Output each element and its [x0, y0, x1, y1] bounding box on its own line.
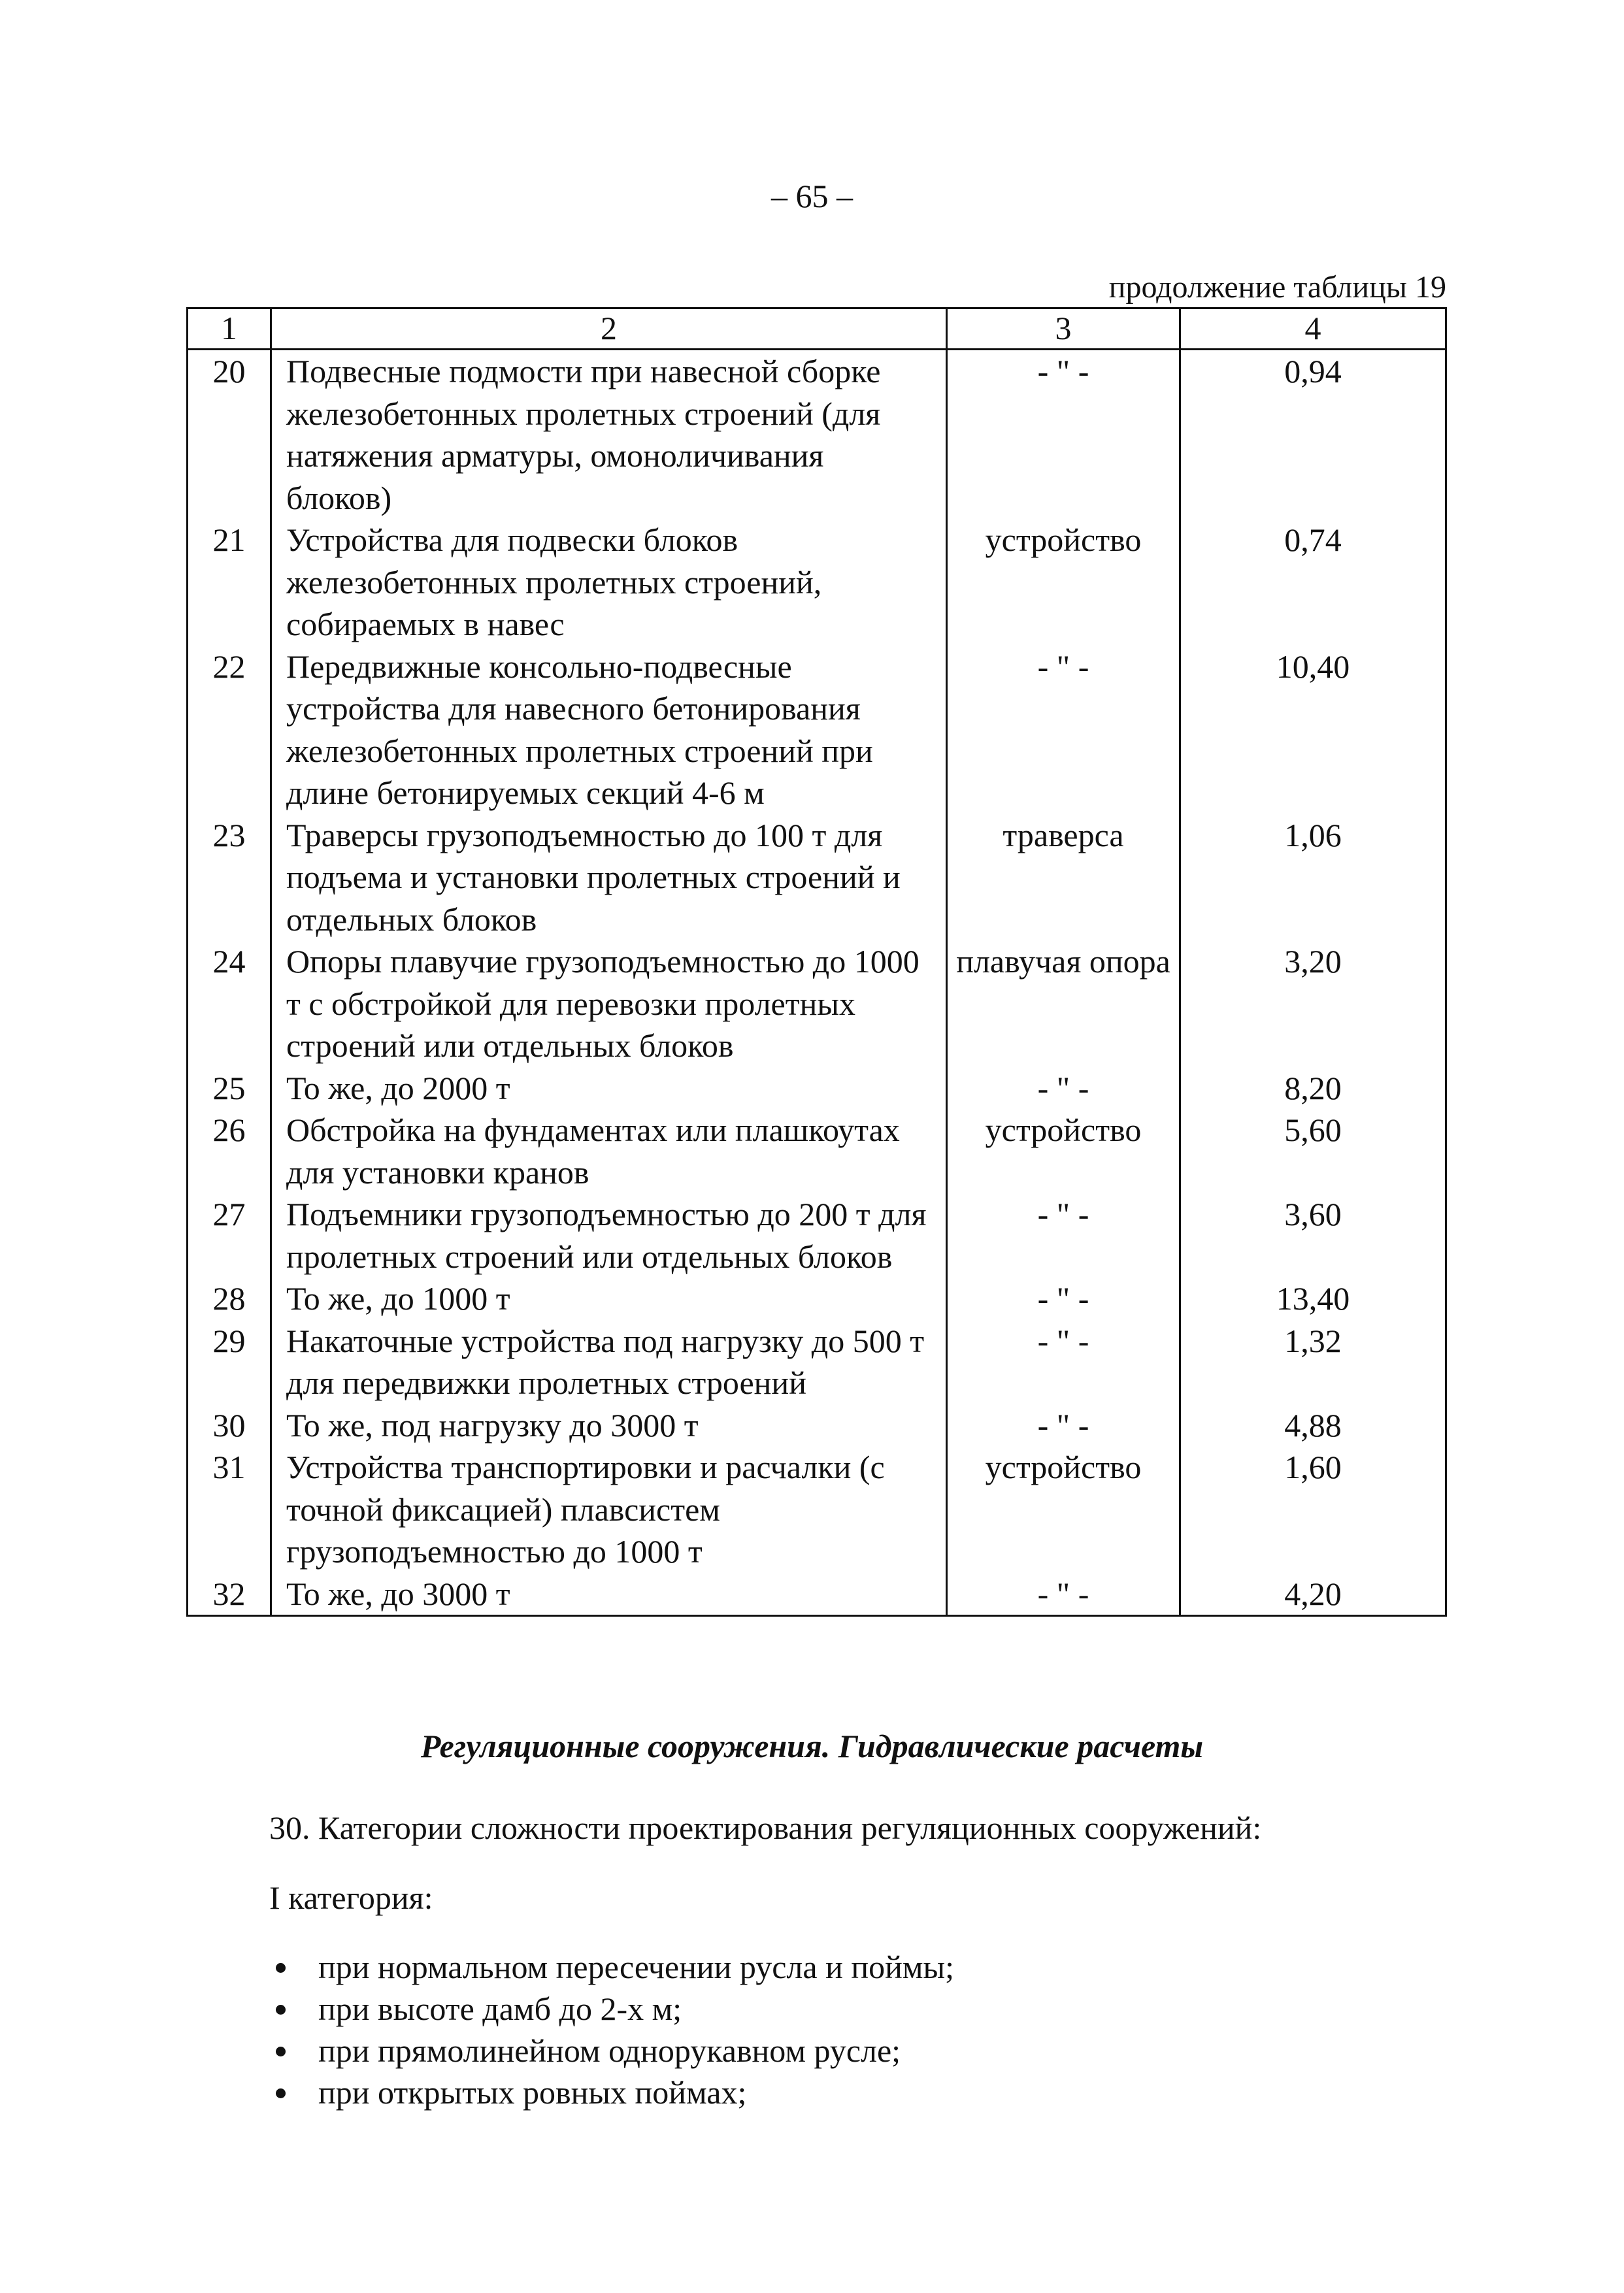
bullet-icon: [276, 1963, 286, 1973]
table-row: [188, 646, 1446, 814]
table-row: [188, 1067, 1446, 1110]
table-row: [188, 814, 1446, 941]
row-number: 29: [188, 1320, 271, 1404]
row-number: 27: [188, 1193, 271, 1278]
row-number: 24: [188, 940, 271, 1067]
category-conditions-list: [269, 1946, 954, 2113]
column-header-3: 3: [947, 308, 1180, 350]
row-unit: - " -: [947, 1404, 1180, 1447]
row-coefficient: 0,74: [1180, 519, 1446, 646]
coefficients-table: [186, 307, 1447, 1617]
table-caption: продолжение таблицы 19: [1108, 270, 1446, 305]
row-description: Передвижные консольно-подвесные устройства для навесного бетонирования железобетонных пролетных строений при длине бетонируемых секций 4-6 м: [271, 646, 947, 814]
table-row: [188, 1573, 1446, 1616]
row-description: Опоры плавучие грузоподъемностью до 1000 т с обстройкой для перевозки пролетных строений или отдельных блоков: [271, 940, 947, 1067]
row-number: 21: [188, 519, 271, 646]
row-number: 20: [188, 350, 271, 520]
table-row: [188, 1193, 1446, 1278]
row-coefficient: 13,40: [1180, 1278, 1446, 1320]
table-row: [188, 1278, 1446, 1320]
list-item: [269, 1988, 954, 2030]
row-unit: - " -: [947, 350, 1180, 520]
row-number: 26: [188, 1109, 271, 1193]
table-header-row: [188, 308, 1446, 350]
row-description: Накаточные устройства под нагрузку до 500 т для передвижки пролетных строений: [271, 1320, 947, 1404]
page-number: – 65 –: [771, 178, 853, 214]
row-number: 30: [188, 1404, 271, 1447]
row-unit: - " -: [947, 1067, 1180, 1110]
row-description: Обстройка на фундаментах или плашкоутах для установки кранов: [271, 1109, 947, 1193]
category-label: I категория:: [269, 1879, 433, 1916]
row-number: 22: [188, 646, 271, 814]
row-unit: - " -: [947, 1278, 1180, 1320]
row-description: Устройства транспортировки и расчалки (с точной фиксацией) плавсистем грузоподъемностью до 1000 т: [271, 1446, 947, 1573]
row-coefficient: 3,60: [1180, 1193, 1446, 1278]
bullet-icon: [276, 2088, 286, 2098]
bullet-icon: [276, 2047, 286, 2056]
paragraph-30: 30. Категории сложности проектирования регуляционных сооружений:: [269, 1809, 1262, 1846]
table-row: [188, 940, 1446, 1067]
row-unit: - " -: [947, 1320, 1180, 1404]
row-coefficient: 4,88: [1180, 1404, 1446, 1447]
column-header-2: 2: [271, 308, 947, 350]
list-item: [269, 2071, 954, 2113]
row-description: Устройства для подвески блоков железобетонных пролетных строений, собираемых в навес: [271, 519, 947, 646]
row-number: 28: [188, 1278, 271, 1320]
row-description: Подъемники грузоподъемностью до 200 т для пролетных строений или отдельных блоков: [271, 1193, 947, 1278]
row-coefficient: 3,20: [1180, 940, 1446, 1067]
row-unit: - " -: [947, 1573, 1180, 1616]
table-row: [188, 1109, 1446, 1193]
list-item: [269, 1946, 954, 1988]
row-unit: плавучая опора: [947, 940, 1180, 1067]
row-unit: - " -: [947, 646, 1180, 814]
column-header-4: 4: [1180, 308, 1446, 350]
row-description: То же, до 3000 т: [271, 1573, 947, 1616]
table-row: [188, 1320, 1446, 1404]
row-coefficient: 10,40: [1180, 646, 1446, 814]
section-heading: Регуляционные сооружения. Гидравлические расчеты: [420, 1728, 1204, 1764]
list-item-text: при прямолинейном однорукавном русле;: [318, 2032, 901, 2069]
row-description: То же, под нагрузку до 3000 т: [271, 1404, 947, 1447]
list-item: [269, 2030, 954, 2071]
bullet-icon: [276, 2005, 286, 2015]
row-coefficient: 4,20: [1180, 1573, 1446, 1616]
list-item-text: при высоте дамб до 2-х м;: [318, 1990, 682, 2027]
column-header-1: 1: [188, 308, 271, 350]
row-coefficient: 1,06: [1180, 814, 1446, 941]
table-row: [188, 1404, 1446, 1447]
row-description: То же, до 1000 т: [271, 1278, 947, 1320]
row-coefficient: 8,20: [1180, 1067, 1446, 1110]
row-unit: устройство: [947, 1109, 1180, 1193]
table-row: [188, 519, 1446, 646]
row-coefficient: 5,60: [1180, 1109, 1446, 1193]
row-number: 23: [188, 814, 271, 941]
row-coefficient: 1,60: [1180, 1446, 1446, 1573]
table-row: [188, 350, 1446, 520]
table-row: [188, 1446, 1446, 1573]
list-item-text: при нормальном пересечении русла и поймы;: [318, 1949, 954, 1985]
row-unit: - " -: [947, 1193, 1180, 1278]
row-coefficient: 1,32: [1180, 1320, 1446, 1404]
list-item-text: при открытых ровных поймах;: [318, 2074, 747, 2111]
row-unit: траверса: [947, 814, 1180, 941]
row-unit: устройство: [947, 1446, 1180, 1573]
row-coefficient: 0,94: [1180, 350, 1446, 520]
row-number: 31: [188, 1446, 271, 1573]
row-number: 25: [188, 1067, 271, 1110]
row-unit: устройство: [947, 519, 1180, 646]
row-description: Траверсы грузоподъемностью до 100 т для подъема и установки пролетных строений и отдельных блоков: [271, 814, 947, 941]
row-description: Подвесные подмости при навесной сборке железобетонных пролетных строений (для натяжения арматуры, омоноличивания блоков): [271, 350, 947, 520]
row-description: То же, до 2000 т: [271, 1067, 947, 1110]
row-number: 32: [188, 1573, 271, 1616]
